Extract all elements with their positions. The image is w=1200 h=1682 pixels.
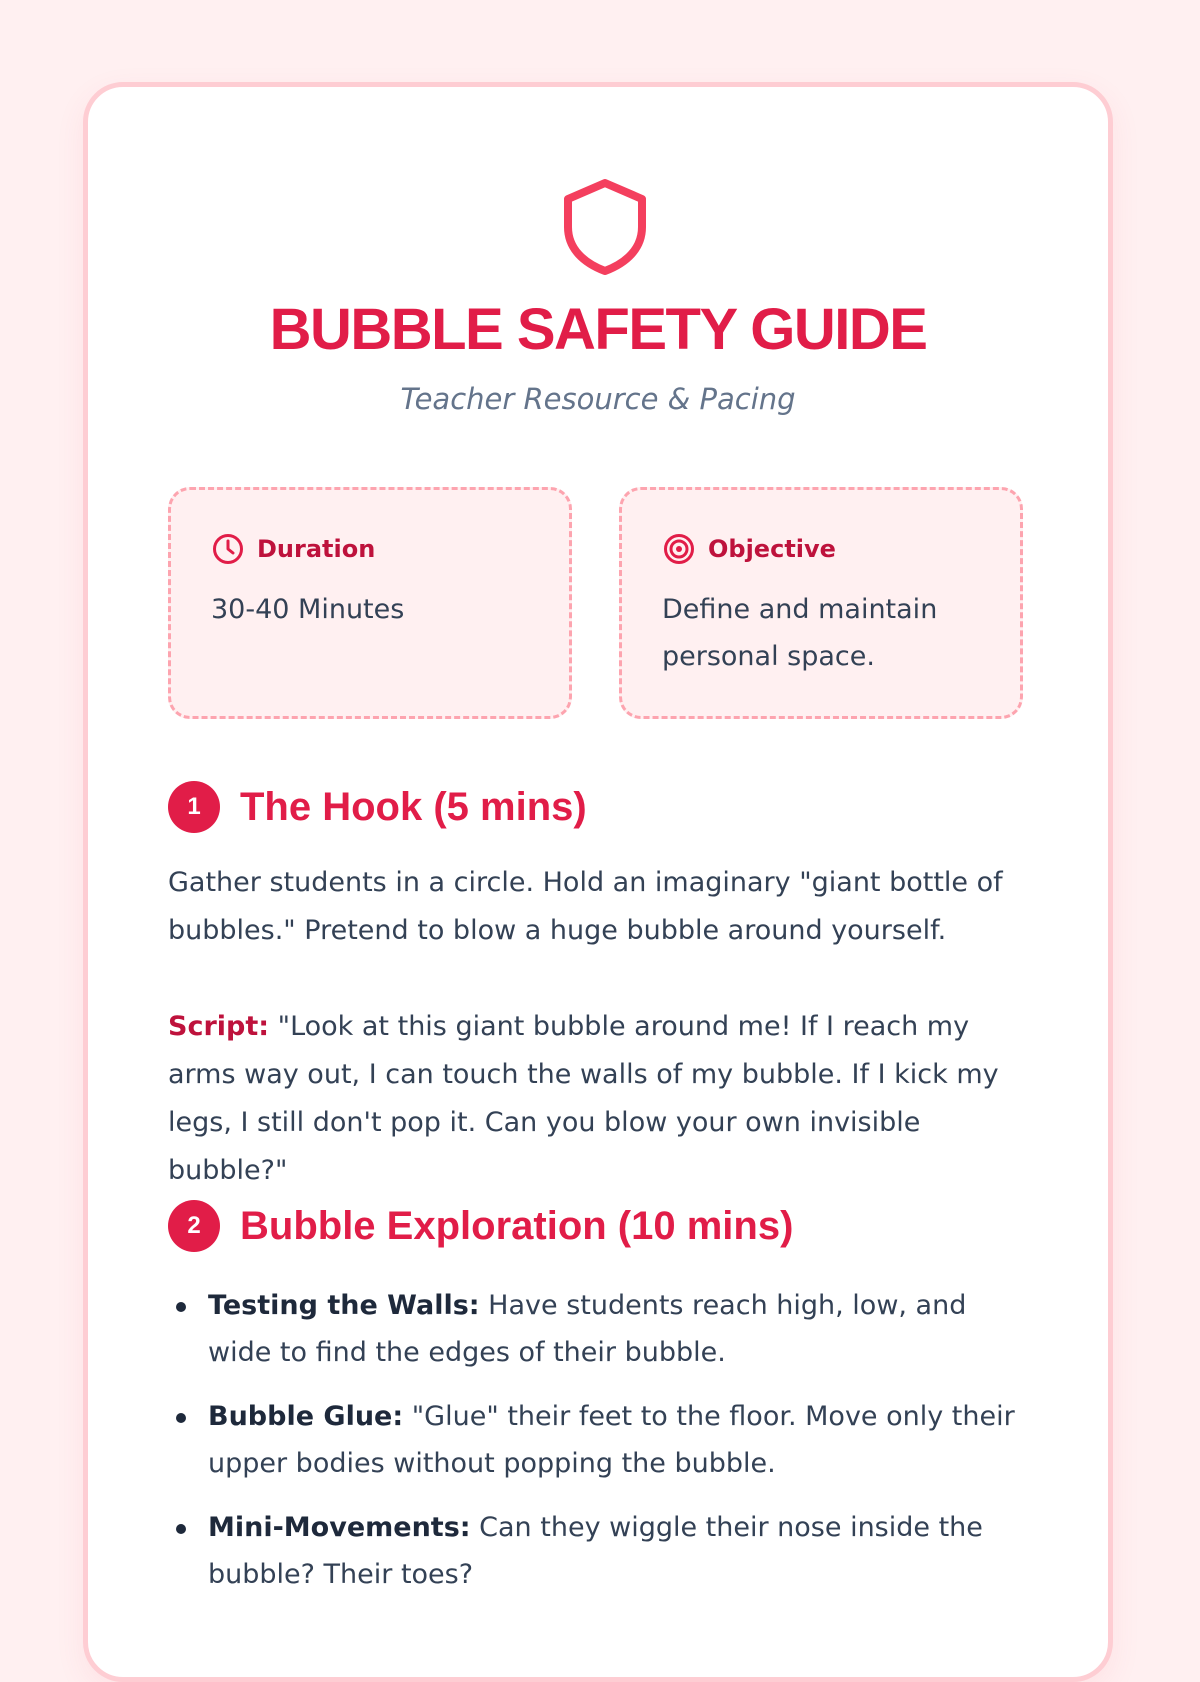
page-subtitle: Teacher Resource & Pacing xyxy=(400,382,796,416)
section-exploration-heading xyxy=(168,1200,793,1252)
shield-icon xyxy=(560,175,650,275)
list-item-term: Mini-Movements: xyxy=(208,1512,471,1543)
section-title: Bubble Exploration (10 mins) xyxy=(240,1204,794,1248)
duration-box xyxy=(168,487,572,719)
hook-intro-text: Gather students in a circle. Hold an imaginary "giant bottle of bubbles." Pretend to blow a huge bubble around yourself. xyxy=(168,867,1003,946)
objective-label-row xyxy=(662,532,836,566)
guide-card xyxy=(83,82,1113,1682)
duration-value: 30-40 Minutes xyxy=(211,594,405,625)
objective-value: Define and maintain personal space. xyxy=(662,594,938,672)
section-hook-heading xyxy=(168,781,587,833)
clock-icon xyxy=(211,532,245,566)
list-item-term: Testing the Walls: xyxy=(208,1290,480,1321)
duration-label-row xyxy=(211,532,375,566)
list-item xyxy=(168,1393,1028,1487)
script-text: "Look at this giant bubble around me! If I reach my arms way out, I can touch the walls of my bubble. If I kick my legs, I still don't pop it. Can you blow your own invisible bubble?" xyxy=(168,1011,999,1186)
objective-label: Objective xyxy=(708,535,836,563)
hook-script-paragraph xyxy=(168,1003,1028,1195)
script-label: Script: xyxy=(168,1011,270,1042)
list-item-text: Can they wiggle their nose inside the bubble? Their toes? xyxy=(208,1512,983,1590)
list-item xyxy=(168,1282,1028,1376)
page-title: BUBBLE SAFETY GUIDE xyxy=(269,297,927,362)
list-item xyxy=(168,1504,1028,1598)
exploration-activity-list xyxy=(168,1282,1028,1615)
list-item-term: Bubble Glue: xyxy=(208,1401,404,1432)
duration-label: Duration xyxy=(257,535,376,563)
list-item-text: Have students reach high, low, and wide to find the edges of their bubble. xyxy=(208,1290,967,1368)
objective-box xyxy=(619,487,1023,719)
section-number-badge: 1 xyxy=(168,781,220,833)
target-icon xyxy=(662,532,696,566)
section-title: The Hook (5 mins) xyxy=(240,785,587,829)
list-item-text: "Glue" their feet to the floor. Move only their upper bodies without popping the bubble. xyxy=(208,1401,1015,1479)
section-number-badge: 2 xyxy=(168,1200,220,1252)
